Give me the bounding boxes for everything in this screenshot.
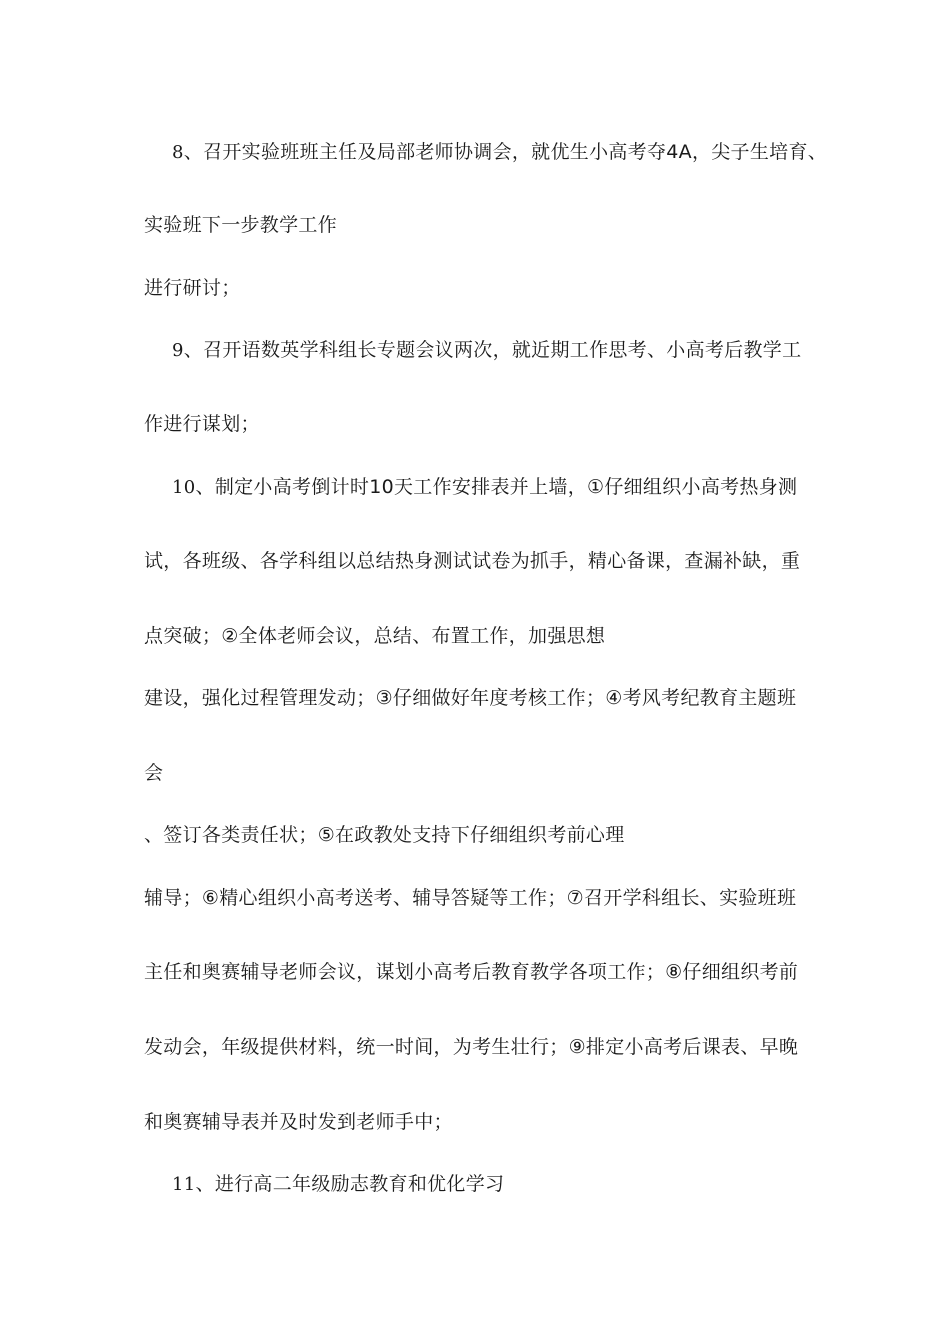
line-text: 辅导；⑥精心组织小高考送考、辅导答疑等工作；⑦召开学科组长、实验班班 (144, 887, 797, 909)
item-number: 8 (172, 142, 184, 163)
line-text: 、制定小高考倒计时10天工作安排表并上墙，①仔细组织小高考热身测 (195, 476, 798, 498)
paragraph-11-line-1 (172, 1172, 504, 1197)
line-text: 主任和奥赛辅导老师会议，谋划小高考后教育教学各项工作；⑧仔细组织考前 (144, 961, 799, 983)
paragraph-10-line-10 (144, 1110, 453, 1134)
paragraph-10-line-5 (144, 761, 163, 785)
line-text: 、进行高二年级励志教育和优化学习 (195, 1173, 505, 1195)
paragraph-9-line-2 (144, 412, 260, 436)
line-text: 点突破；②全体老师会议，总结、布置工作，加强思想 (144, 625, 606, 647)
line-text: 和奥赛辅导表并及时发到老师手中； (144, 1111, 453, 1133)
item-number: 10 (172, 477, 196, 498)
paragraph-10-line-7 (144, 886, 796, 910)
paragraph-10-line-2 (144, 549, 800, 573)
item-number: 9 (172, 340, 184, 361)
paragraph-10-line-6 (144, 823, 625, 847)
paragraph-8-line-3 (144, 276, 241, 300)
line-text: 、召开实验班班主任及局部老师协调会，就优生小高考夺4A，尖子生培育、 (183, 141, 828, 163)
line-text: 试，各班级、各学科组以总结热身测试试卷为抓手，精心备课，查漏补缺，重 (144, 550, 801, 572)
line-text: 发动会，年级提供材料，统一时间，为考生壮行；⑨排定小高考后课表、早晚 (144, 1036, 799, 1058)
paragraph-10-line-1 (172, 475, 797, 500)
paragraph-10-line-3 (144, 624, 605, 648)
paragraph-10-line-8 (144, 960, 798, 984)
paragraph-8-line-2 (144, 213, 337, 237)
line-text: 建设，强化过程管理发动；③仔细做好年度考核工作；④考风考纪教育主题班 (144, 687, 797, 709)
line-text: 会 (144, 762, 164, 784)
paragraph-9-line-1 (172, 338, 801, 363)
item-number: 11 (172, 1174, 196, 1195)
paragraph-10-line-4 (144, 686, 796, 710)
line-text: 进行研讨； (144, 277, 241, 299)
line-text: 、签订各类责任状；⑤在政教处支持下仔细组织考前心理 (144, 824, 625, 846)
line-text: 实验班下一步教学工作 (144, 214, 338, 236)
line-text: 、召开语数英学科组长专题会议两次，就近期工作思考、小高考后教学工 (183, 339, 802, 361)
paragraph-10-line-9 (144, 1035, 798, 1059)
paragraph-8-line-1 (172, 140, 827, 165)
line-text: 作进行谋划； (144, 413, 260, 435)
